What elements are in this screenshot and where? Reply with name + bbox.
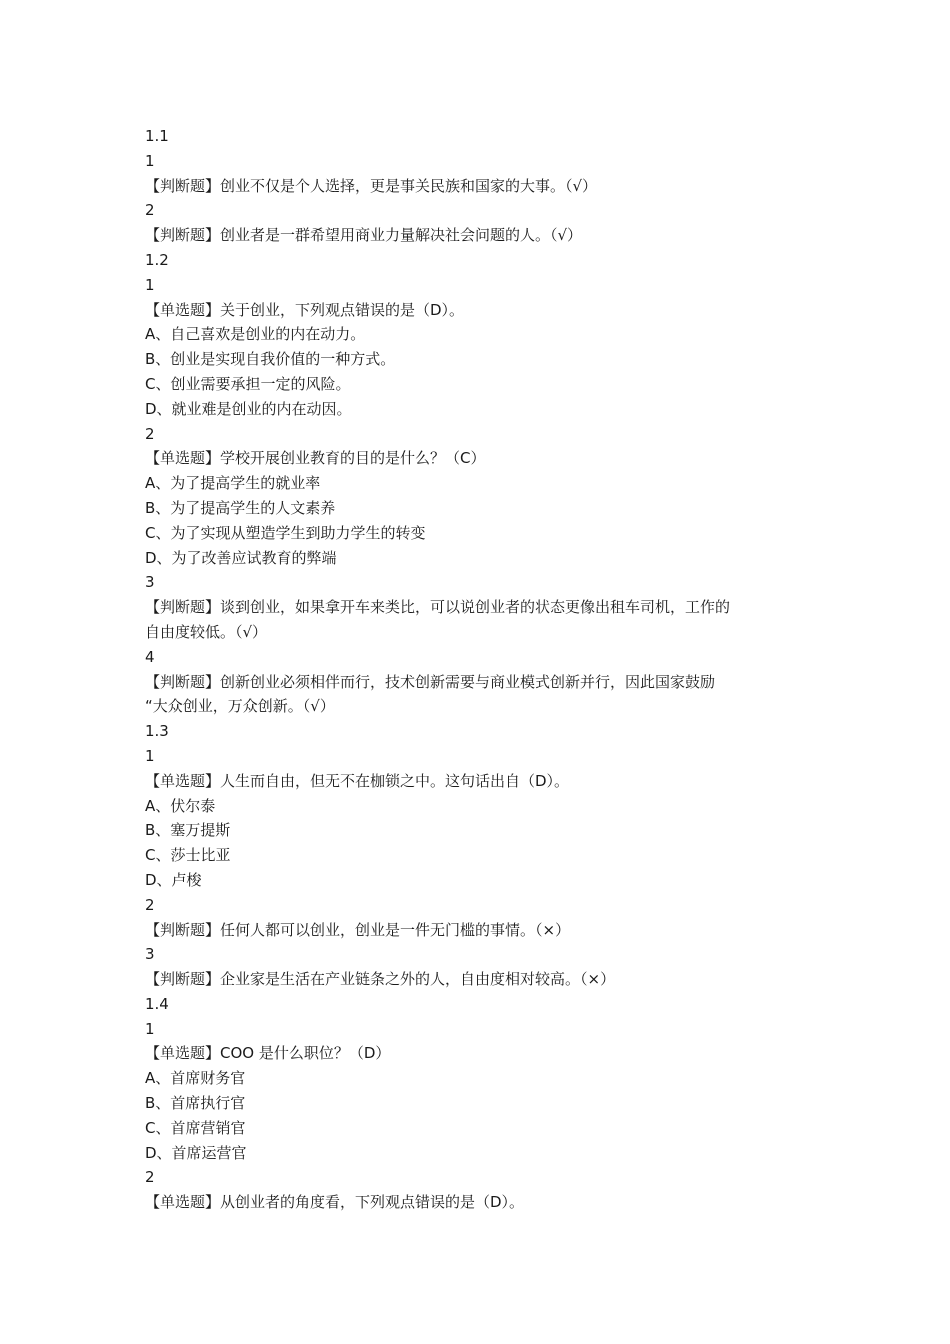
document-body [145, 124, 810, 1215]
answer-option: B、塞万提斯 [145, 821, 231, 840]
question-number: 2 [145, 1168, 155, 1187]
answer-option: D、就业难是创业的内在动因。 [145, 399, 352, 418]
question-text: 【判断题】谈到创业，如果拿开车来类比，可以说创业者的状态更像出租车司机，工作的 [145, 598, 731, 617]
answer-option: D、卢梭 [145, 870, 202, 889]
question-text: 【单选题】学校开展创业教育的目的是什么？（C） [145, 449, 486, 468]
question-number: 3 [145, 573, 155, 592]
question-text: 【判断题】创业者是一群希望用商业力量解决社会问题的人。（√） [145, 226, 583, 245]
question-text: 【单选题】关于创业，下列观点错误的是（D）。 [145, 300, 465, 319]
question-number: 2 [145, 424, 155, 443]
question-number: 1 [145, 746, 155, 765]
answer-option: A、自己喜欢是创业的内在动力。 [145, 325, 366, 344]
question-text: 【单选题】人生而自由，但无不在枷锁之中。这句话出自（D）。 [145, 771, 570, 790]
section-heading: 1.3 [145, 722, 169, 741]
question-number: 1 [145, 151, 155, 170]
answer-option: C、创业需要承担一定的风险。 [145, 374, 351, 393]
question-text: 【判断题】创新创业必须相伴而行，技术创新需要与商业模式创新并行，因此国家鼓励 [145, 672, 716, 691]
answer-option: C、莎士比亚 [145, 846, 231, 865]
question-text: 【单选题】从创业者的角度看，下列观点错误的是（D）。 [145, 1193, 525, 1212]
question-number: 1 [145, 1019, 155, 1038]
answer-option: D、首席运营官 [145, 1143, 247, 1162]
answer-option: C、首席营销官 [145, 1118, 246, 1137]
answer-option: B、首席执行官 [145, 1094, 246, 1113]
answer-option: A、伏尔泰 [145, 796, 216, 815]
answer-option: A、首席财务官 [145, 1069, 246, 1088]
question-text-continued: “大众创业，万众创新。（√） [145, 697, 335, 716]
question-text: 【单选题】COO 是什么职位？（D） [145, 1044, 391, 1063]
answer-option: C、为了实现从塑造学生到助力学生的转变 [145, 523, 426, 542]
answer-option: D、为了改善应试教育的弊端 [145, 548, 337, 567]
question-number: 4 [145, 647, 155, 666]
section-heading: 1.4 [145, 994, 169, 1013]
question-number: 2 [145, 201, 155, 220]
question-text: 【判断题】企业家是生活在产业链条之外的人，自由度相对较高。（×） [145, 970, 616, 989]
question-number: 1 [145, 275, 155, 294]
section-heading: 1.2 [145, 250, 169, 269]
section-heading: 1.1 [145, 127, 169, 145]
question-text: 【判断题】创业不仅是个人选择，更是事关民族和国家的大事。（√） [145, 176, 598, 195]
answer-option: B、为了提高学生的人文素养 [145, 498, 336, 517]
question-text: 【判断题】任何人都可以创业，创业是一件无门槛的事情。（×） [145, 920, 571, 939]
question-number: 3 [145, 945, 155, 964]
answer-option: A、为了提高学生的就业率 [145, 474, 321, 493]
answer-option: B、创业是实现自我价值的一种方式。 [145, 350, 396, 369]
question-text-continued: 自由度较低。（√） [145, 622, 268, 641]
question-number: 2 [145, 895, 155, 914]
